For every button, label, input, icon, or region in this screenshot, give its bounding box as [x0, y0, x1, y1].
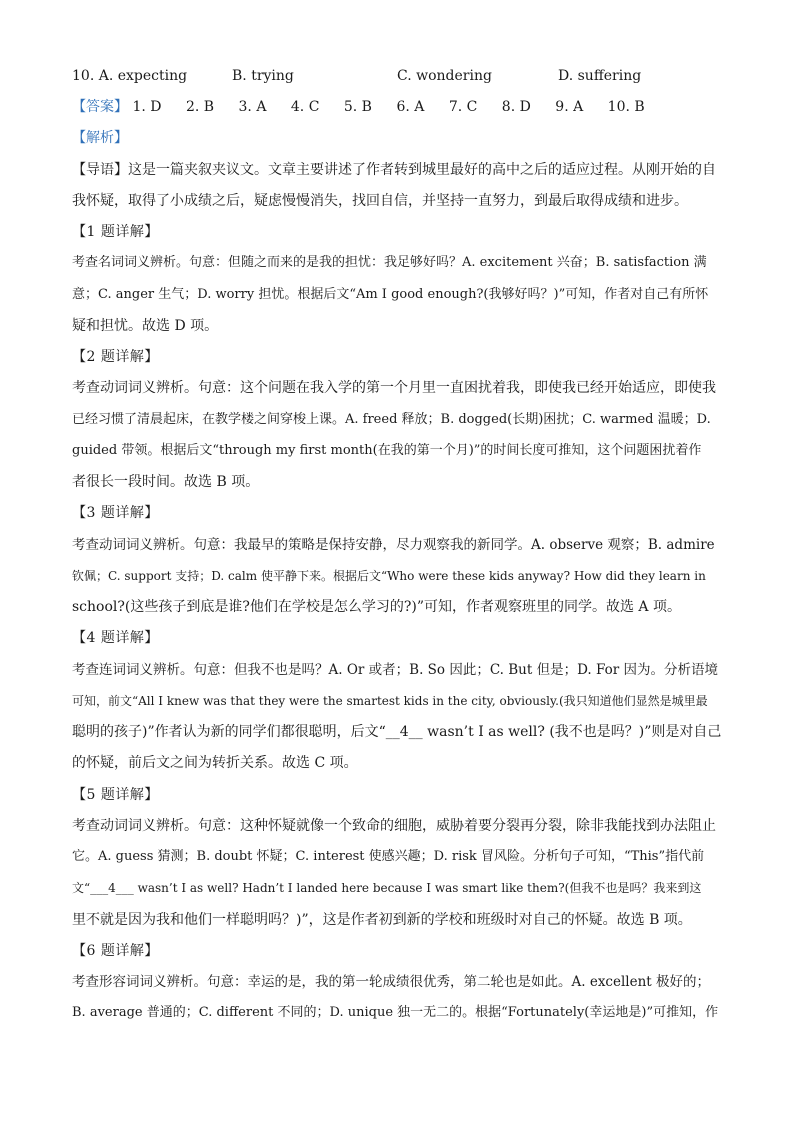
body-line: 【导语】这是一篇夹叙夹议文。文章主要讲述了作者转到城里最好的高中之后的适应过程。从刚开始的自	[72, 162, 716, 178]
analysis-label: 【解析】	[72, 130, 128, 146]
body-line: 钦佩；C. support 支持；D. calm 使平静下来。根据后文“Who were these kids anyway? How did they learn in	[72, 569, 706, 583]
body-line: 可知，前文“All I knew was that they were the smartest kids in the city, obviously.(我只知道他们显然是城里最	[72, 694, 708, 708]
section-heading: 【2 题详解】	[72, 349, 159, 365]
section-heading: 【3 题详解】	[72, 505, 159, 521]
question-10-option-b: B. trying	[232, 68, 294, 84]
body-line: B. average 普通的；C. different 不同的；D. unique 独一无二的。根据“Fortunately(幸运地是)”可推知，作	[72, 1005, 719, 1020]
body-line: 它。A. guess 猜测；B. doubt 怀疑；C. interest 使感兴趣；D. risk 冒风险。分析句子可知，“This”指代前	[72, 849, 705, 864]
answer-item: 9. A	[555, 99, 584, 115]
answer-item: 3. A	[238, 99, 267, 115]
question-10-option-a: 10. A. expecting	[72, 68, 188, 84]
body-line: 考查名词词义辨析。句意：但随之而来的是我的担忧：我足够好吗？A. excitement 兴奋；B. satisfaction 满	[72, 255, 707, 270]
body-line: 聪明的孩子)”作者认为新的同学们都很聪明，后文“__4__ wasn’t I as well? (我不也是吗？)”则是对自己	[72, 724, 722, 740]
section-heading: 【4 题详解】	[72, 630, 159, 646]
body-line: 文“___4___ wasn’t I as well? Hadn’t I landed here because I was smart like them?(但我不也是吗？我来到这	[72, 881, 702, 895]
answer-item: 5. B	[343, 99, 372, 115]
body-line: 考查动词词义辨析。句意：我最早的策略是保持安静，尽力观察我的新同学。A. observe 观察；B. admire	[72, 537, 715, 553]
answer-key	[72, 97, 722, 117]
body-line: 里不就是因为我和他们一样聪明吗？)”，这是作者初到新的学校和班级时对自己的怀疑。故选 B 项。	[72, 912, 692, 928]
body-line: school?(这些孩子到底是谁?他们在学校是怎么学习的?)”可知，作者观察班里的同学。故选 A 项。	[72, 599, 681, 615]
answer-item: 2. B	[185, 99, 215, 115]
body-line: 考查动词词义辨析。句意：这种怀疑就像一个致命的细胞，威胁着要分裂再分裂，除非我能找到办法阻止	[72, 818, 716, 834]
body-line: 的怀疑，前后文之间为转折关系。故选 C 项。	[72, 755, 358, 771]
body-line: 我怀疑，取得了小成绩之后，疑虑慢慢消失，找回自信，并坚持一直努力，到最后取得成绩和进步。	[72, 193, 688, 209]
body-line: 考查形容词词义辨析。句意：幸运的是，我的第一轮成绩很优秀，第二轮也是如此。A. excellent 极好的；	[72, 974, 711, 990]
section-heading: 【6 题详解】	[72, 943, 159, 959]
answer-item: 10. B	[607, 99, 645, 115]
answer-item: 7. C	[448, 99, 478, 115]
answer-label: 【答案】	[72, 99, 128, 115]
body-line: 考查动词词义辨析。句意：这个问题在我入学的第一个月里一直困扰着我，即使我已经开始适应，即使我	[72, 380, 716, 396]
answer-item: 6. A	[396, 99, 425, 115]
body-line: 疑和担忧。故选 D 项。	[72, 318, 219, 334]
answer-item: 8. D	[501, 99, 531, 115]
body-line: 考查连词词义辨析。句意：但我不也是吗？A. Or 或者；B. So 因此；C. But 但是；D. For 因为。分析语境	[72, 662, 719, 678]
question-10-option-c: C. wondering	[397, 68, 492, 84]
body-line: guided 带领。根据后文“through my first month(在我的第一个月)”的时间长度可推知，这个问题困扰着作	[72, 443, 702, 458]
section-heading: 【5 题详解】	[72, 787, 159, 803]
question-10-option-d: D. suffering	[558, 68, 642, 84]
answer-item: 1. D	[132, 99, 162, 115]
body-line: 意；C. anger 生气；D. worry 担忧。根据后文“Am I good enough?(我够好吗？)”可知，作者对自己有所怀	[72, 287, 709, 302]
answer-item: 4. C	[290, 99, 320, 115]
body-line: 已经习惯了清晨起床，在教学楼之间穿梭上课。A. freed 释放；B. dogged(长期)困扰；C. warmed 温暖；D.	[72, 412, 711, 427]
section-heading: 【1 题详解】	[72, 224, 159, 240]
body-line: 者很长一段时间。故选 B 项。	[72, 474, 260, 490]
